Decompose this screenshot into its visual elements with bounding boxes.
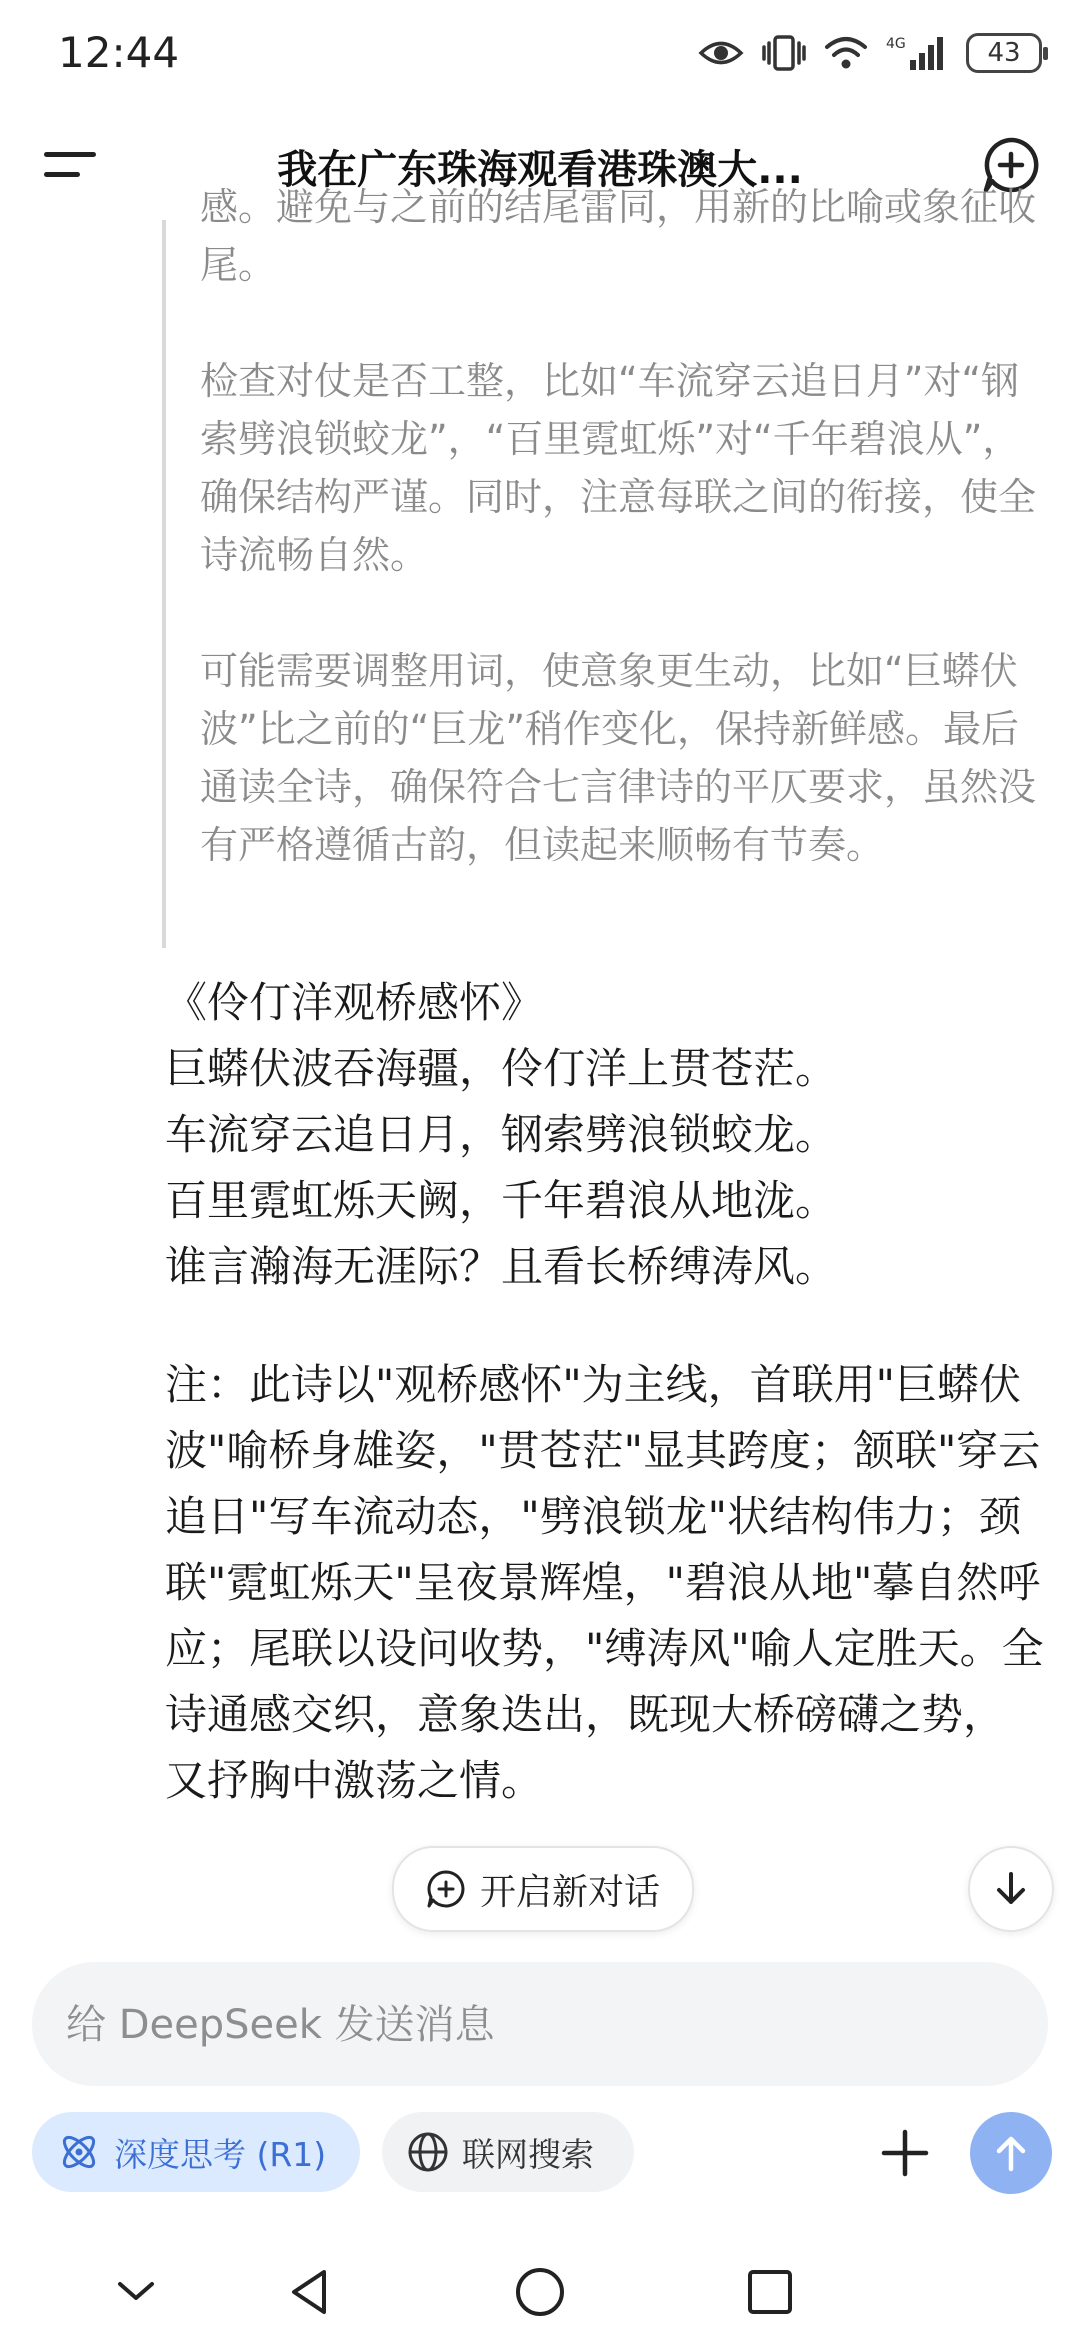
answer-poem [165,970,1045,1300]
back-triangle-icon [280,2262,340,2322]
menu-icon-line-top [44,152,96,157]
poem-title: 《伶仃洋观桥感怀》 [165,978,544,1027]
arrow-down-icon [991,1869,1031,1909]
battery-indicator [966,33,1042,73]
home-circle-icon [510,2262,570,2322]
web-search-toggle[interactable] [382,2112,634,2192]
nav-back-button[interactable] [280,2262,340,2322]
battery-level: 43 [987,38,1021,68]
reasoning-block [162,185,1042,948]
arrow-up-icon [989,2131,1033,2175]
menu-icon-line-bottom [44,172,80,177]
nav-home-button[interactable] [510,2262,570,2322]
start-new-chat-button[interactable] [392,1846,694,1932]
start-new-chat-label: 开启新对话 [479,1871,660,1913]
web-search-label: 联网搜索 [462,2134,594,2174]
cellular-signal-icon [886,34,948,72]
poem-note: 注：此诗以"观桥感怀"为主线，首联用"巨蟒伏波"喻桥身雄姿，"贯苍茫"显其跨度；颔联"穿云追日"写车流动态，"劈浪锁龙"状结构伟力；颈联"霓虹烁天"呈夜景辉煌，"碧浪从地"摹自然呼应；尾联以设问收势，"缚涛风"喻人定胜天。全诗通感交织，意象迭出，既现大桥磅礴之势，又抒胸中激荡之情。 [165,1360,1044,1805]
wifi-icon [824,35,868,71]
scroll-to-bottom-button[interactable] [968,1846,1054,1932]
reasoning-paragraph: 可能需要调整用词，使意象更生动，比如“巨蟒伏波”比之前的“巨龙”稍作变化，保持新鲜感。最后通读全诗，确保符合七言律诗的平仄要求，虽然没有严格遵循古韵，但读起来顺畅有节奏。 [200,649,1037,867]
atom-icon [56,2129,102,2175]
composer-toolbar [0,2112,1080,2198]
status-bar [0,0,1080,110]
recents-square-icon [740,2262,800,2322]
poem-line: 车流穿云追日月，钢索劈浪锁蛟龙。 [165,1110,838,1159]
chat-plus-icon [426,1869,466,1909]
reasoning-paragraph: 感。避免与之前的结尾雷同，用新的比喻或象征收尾。 [200,185,1037,287]
attach-button[interactable] [872,2120,938,2186]
deep-think-label: 深度思考 (R1) [114,2134,327,2174]
status-time: 12:44 [58,28,180,77]
status-icons [698,28,1042,78]
poem-line: 百里霓虹烁天阙，千年碧浪从地泷。 [165,1176,838,1225]
nav-collapse-button[interactable] [106,2262,166,2322]
deep-think-toggle[interactable] [32,2112,360,2192]
eye-icon [698,38,744,68]
svg-text:4G: 4G [886,36,906,52]
menu-button[interactable] [40,140,100,190]
message-input[interactable] [64,1962,1008,2088]
reasoning-paragraph: 检查对仗是否工整，比如“车流穿云追日月”对“钢索劈浪锁蛟龙”，“百里霓虹烁”对“千年碧浪从”，确保结构严谨。同时，注意每联之间的衔接，使全诗流畅自然。 [200,359,1037,577]
message-input-container [32,1962,1048,2086]
system-nav-bar [0,2240,1080,2340]
send-button[interactable] [970,2112,1052,2194]
chat-title[interactable]: 我在广东珠海观看港珠澳大... [277,147,803,193]
vibrate-icon [762,33,806,73]
plus-icon [872,2120,938,2186]
chevron-down-icon [106,2262,166,2322]
nav-recents-button[interactable] [740,2262,800,2322]
poem-line: 巨蟒伏波吞海疆，伶仃洋上贯苍茫。 [165,1044,838,1093]
globe-icon [406,2130,450,2174]
poem-line: 谁言瀚海无涯际？且看长桥缚涛风。 [165,1242,838,1291]
